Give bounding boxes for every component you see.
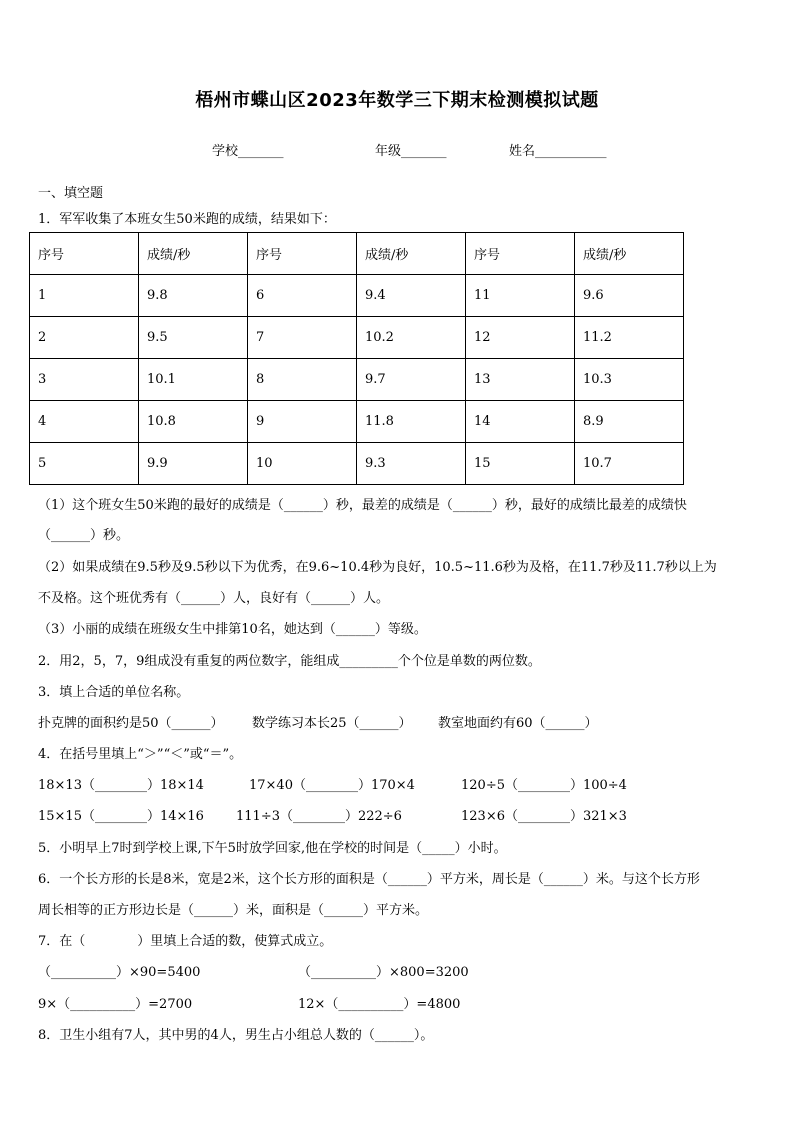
table-cell: 12 (466, 317, 575, 359)
table-cell: 11.2 (575, 317, 684, 359)
table-cell: 10.1 (139, 359, 248, 401)
table-cell: 10.3 (575, 359, 684, 401)
table-cell: 3 (30, 359, 139, 401)
question-7-item-d: 12×（__________）=4800 (298, 997, 461, 1012)
table-cell: 9.9 (139, 443, 248, 485)
table-cell: 13 (466, 359, 575, 401)
question-6-line-2: 周长相等的正方形边长是（______）米，面积是（______）平方米。 (38, 903, 429, 918)
question-4-item: 17×40（________）170×4 (249, 778, 415, 793)
question-7-stem: 7．在（ ）里填上合适的数，使算式成立。 (38, 934, 333, 949)
table-cell: 9.4 (357, 275, 466, 317)
question-4-item: 120÷5（________）100÷4 (461, 778, 627, 793)
table-cell: 8 (248, 359, 357, 401)
name-field: 姓名___________ (509, 144, 607, 159)
table-cell: 10.8 (139, 401, 248, 443)
table-cell: 10 (248, 443, 357, 485)
table-row (30, 317, 684, 359)
table-cell: 11.8 (357, 401, 466, 443)
grade-field: 年级_______ (375, 144, 447, 159)
table-header-cell: 序号 (466, 233, 575, 275)
table-cell: 4 (30, 401, 139, 443)
table-cell: 6 (248, 275, 357, 317)
table-row (30, 443, 684, 485)
table-cell: 10.2 (357, 317, 466, 359)
question-4-stem: 4．在括号里填上“＞”“＜”或“＝”。 (38, 747, 243, 762)
table-header-cell: 序号 (248, 233, 357, 275)
question-7-item-c: 9×（__________）=2700 (38, 997, 193, 1012)
table-cell: 9.6 (575, 275, 684, 317)
question-4-item: 18×13（________）18×14 (38, 778, 204, 793)
table-header-cell: 成绩/秒 (357, 233, 466, 275)
table-cell: 9.5 (139, 317, 248, 359)
table-header-cell: 序号 (30, 233, 139, 275)
table-cell: 9 (248, 401, 357, 443)
table-row (30, 401, 684, 443)
question-1-part-3: （3）小丽的成绩在班级女生中排第10名，她达到（______）等级。 (38, 622, 427, 637)
question-7-item-b: （__________）×800=3200 (298, 965, 469, 980)
table-cell: 9.7 (357, 359, 466, 401)
question-1-part-1-line-1: （1）这个班女生50米跑的最好的成绩是（______）秒，最差的成绩是（______）秒，最好的成绩比最差的成绩快 (38, 498, 687, 513)
table-cell: 8.9 (575, 401, 684, 443)
page-title: 梧州市蝶山区2023年数学三下期末检测模拟试题 (195, 90, 599, 111)
question-1-part-2-line-2: 不及格。这个班优秀有（______）人，良好有（______）人。 (38, 591, 390, 606)
question-1-stem: 1．军军收集了本班女生50米跑的成绩，结果如下： (38, 212, 336, 227)
section-heading: 一、填空题 (38, 186, 104, 201)
table-header-cell: 成绩/秒 (139, 233, 248, 275)
question-1-part-1-line-2: （______）秒。 (38, 528, 130, 543)
table-row (30, 359, 684, 401)
question-4-item: 15×15（________）14×16 (38, 809, 204, 824)
question-6-line-1: 6．一个长方形的长是8米，宽是2米，这个长方形的面积是（______）平方米，周长是（______）米。与这个长方形 (38, 872, 700, 887)
table-cell: 14 (466, 401, 575, 443)
question-4-item: 123×6（________）321×3 (461, 809, 627, 824)
score-table (29, 232, 684, 485)
table-cell: 10.7 (575, 443, 684, 485)
table-header-row (30, 233, 684, 275)
table-cell: 9.8 (139, 275, 248, 317)
question-4-item: 111÷3（________）222÷6 (236, 809, 402, 824)
question-8: 8．卫生小组有7人，其中男的4人，男生占小组总人数的（______）。 (38, 1028, 434, 1043)
table-cell: 1 (30, 275, 139, 317)
question-3-item-b: 数学练习本长25（______） (252, 716, 412, 731)
question-3-item-a: 扑克牌的面积约是50（______） (38, 716, 224, 731)
question-7-item-a: （__________）×90=5400 (38, 965, 201, 980)
school-field: 学校_______ (212, 144, 284, 159)
table-row (30, 275, 684, 317)
question-5: 5．小明早上7时到学校上课,下午5时放学回家,他在学校的时间是（_____）小时。 (38, 841, 507, 856)
question-1-part-2-line-1: （2）如果成绩在9.5秒及9.5秒以下为优秀，在9.6~10.4秒为良好，10.5~11.6秒为及格，在11.7秒及11.7秒以上为 (38, 560, 717, 575)
question-3-stem: 3．填上合适的单位名称。 (38, 685, 190, 700)
table-cell: 7 (248, 317, 357, 359)
question-2: 2．用2，5，7，9组成没有重复的两位数字，能组成_________个个位是单数的两位数。 (38, 654, 541, 669)
table-cell: 5 (30, 443, 139, 485)
table-cell: 2 (30, 317, 139, 359)
table-cell: 9.3 (357, 443, 466, 485)
table-header-cell: 成绩/秒 (575, 233, 684, 275)
question-3-item-c: 教室地面约有60（______） (438, 716, 598, 731)
table-cell: 11 (466, 275, 575, 317)
table-cell: 15 (466, 443, 575, 485)
